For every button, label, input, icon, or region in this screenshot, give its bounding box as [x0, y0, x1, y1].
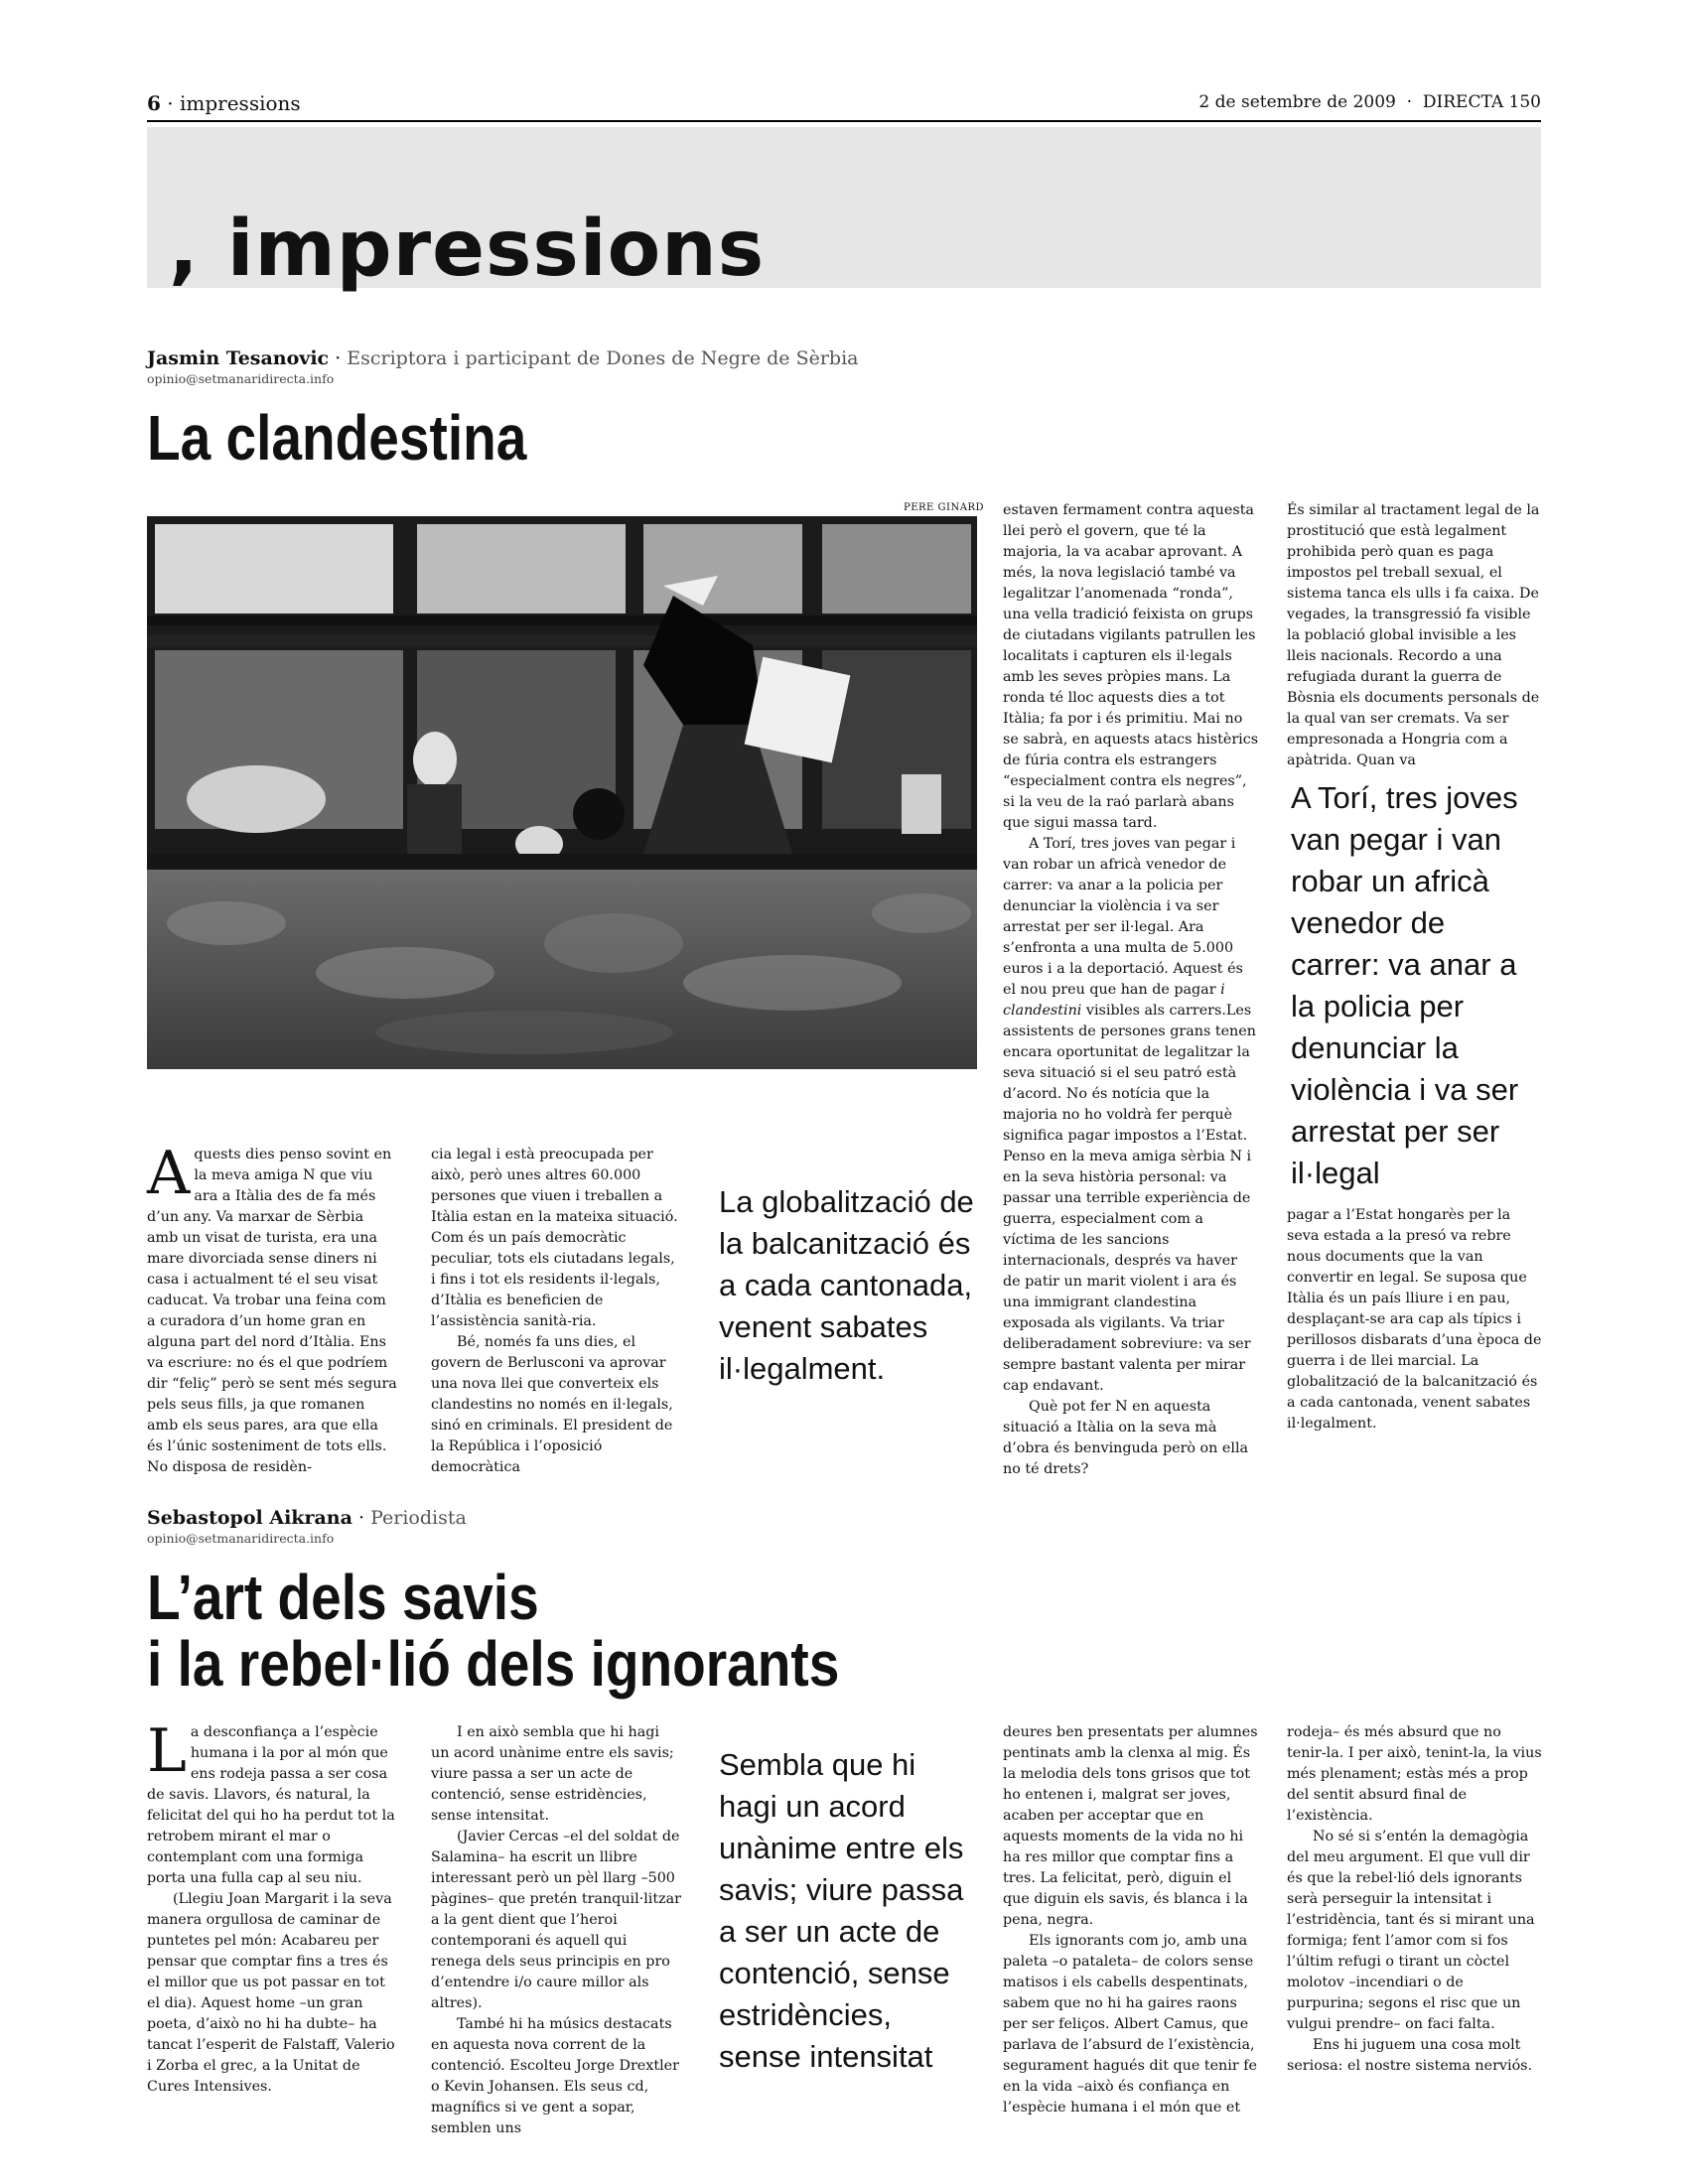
article2-col2-paragraph-1: I en això sembla que hi hagi un acord unànime entre els savis; viure passa a ser un acte de contenció, sense estridències, sense intensitat. [431, 1724, 674, 1824]
article2-byline-separator: · [357, 1507, 365, 1529]
article2-column-1 [147, 1716, 397, 2098]
header-rule [147, 120, 1541, 122]
article2-column-5 [1287, 1722, 1543, 2077]
article2-column-2 [431, 1722, 681, 2139]
article1-byline-separator: · [335, 347, 342, 369]
article2-headline-line-1: L’art dels savis [147, 1562, 539, 1633]
article1-author: Jasmin Tesanovic [147, 347, 330, 369]
article1-col5-paragraph-2: pagar a l’Estat hongarès per la seva estada a la presó va rebre nous documents que la van convertir en legal. Se suposa que Itàlia és un país lliure i en pau, desplaçant-se ara cap als típics i perillosos disbarats d’una època de guerra i de llei marcial. La globalització de la balcanització és a cada cantonada, venent sabates il·legalment. [1287, 1207, 1542, 1432]
section-banner-title: , impressions [169, 205, 766, 294]
article1-col4-paragraph-3: Què pot fer N en aquesta situació a Itàlia on la seva mà d’obra és benvinguda però on ella no té drets? [1003, 1399, 1249, 1477]
article1-dropcap: A [147, 1139, 191, 1208]
page-header-right [1198, 92, 1541, 112]
article2-author: Sebastopol Aikrana [147, 1507, 352, 1529]
article1-pull-quote-1: La globalització de la balcanització és a cada cantonada, venent sabates il·legalment. [719, 1184, 974, 1386]
article2-headline [147, 1562, 840, 1701]
header-separator: · [167, 91, 174, 115]
article1-col2-paragraph-1: cia legal i està preocupada per això, però unes altres 60.000 persones que viuen i treballen a Itàlia estan en la mateixa situació. Com és un país democràtic peculiar, tots els ciutadans legals, i fins i tot els residents il·legals, d’Itàlia es beneficien de l’assistència sanità-ria. [431, 1147, 678, 1329]
article1-col2-paragraph-2: Bé, només fa uns dies, el govern de Berlusconi va aprovar una nova llei que converteix els clandestins no només en il·legals, sinó en criminals. El president de la República i l’oposició democràtica [431, 1334, 673, 1475]
article2-dropcap: L [147, 1716, 187, 1786]
article2-col5-paragraph-2: No sé si s’entén la demagògia del meu argument. El que vull dir és que la rebel·lió dels ignorants serà perseguir la intensitat i l’estridència, tant és si mirant una formiga; fent l’amor com si fos l’últim refugi o tirant un còctel molotov –incendiari o de purpurina; segons el risc que un vulgui prendre– on faci falta. [1287, 1829, 1535, 2032]
article2-col5-paragraph-3: Ens hi juguem una cosa molt seriosa: el nostre sistema nerviós. [1287, 2037, 1533, 2074]
article2-headline-line-2: i la rebel·lió dels ignorants [147, 1628, 840, 1701]
article1-author-role: Escriptora i participant de Dones de Negre de Sèrbia [347, 347, 859, 369]
article2-col5-paragraph-1: rodeja– és més absurd que no tenir-la. I per això, tenint-la, la vius més plenament; estàs més a prop del sentit absurd final de l’existència. [1287, 1724, 1542, 1824]
article2-col2-paragraph-3: També hi ha músics destacats en aquesta nova corrent de la contenció. Escolteu Jorge Drextler o Kevin Johansen. Els seus cd, magnífics si ve gent a sopar, semblen uns [431, 2016, 679, 2136]
article2-col4-paragraph-2: Els ignorants com jo, amb una paleta –o pataleta– de colors sense matisos i els cabells despentinats, sabem que no hi ha gaires raons per ser feliços. Albert Camus, que parlava de l’absurd de l’existència, segurament hagués dit que tenir fe en la vida –això és confiança en l’espècie humana i el món que et [1003, 1933, 1257, 2116]
article1-column-5 [1287, 500, 1543, 771]
article1-column-5-continued [1287, 1205, 1543, 1434]
article1-headline: La clandestina [147, 402, 527, 474]
page-header-left [147, 91, 301, 115]
article1-column-1 [147, 1139, 397, 1478]
article2-author-role: Periodista [370, 1507, 467, 1529]
article1-col4-emphasis: i clandestini [1003, 982, 1225, 1019]
article1-col4-paragraph-2 [1003, 834, 1259, 1397]
header-dot: · [1406, 92, 1413, 112]
article1-col4-paragraph-1: estaven fermament contra aquesta llei però el govern, que té la majoria, la va acabar aprovant. A més, la nova legislació també va legalitzar l’anomenada “ronda”, una vella tradició feixista on grups de ciutadans vigilants patrullen les localitats i capturen els il·legals amb les seves pròpies mans. La ronda té lloc aquests dies a tot Itàlia; fa por i és primitiu. Mai no se sabrà, en aquests atacs histèrics de fúria contra els estrangers “especialment contra els negres”, si la veu de la raó parlarà abans que sigui massa tard. [1003, 502, 1259, 831]
article1-col4-text-b: visibles als carrers.Les assistents de persones grans tenen encara oportunitat de legalitzar la seva situació si el seu patró està d’acord. No és notícia que la majoria no ho voldrà fer perquè significa pagar impostos a l’Estat. Penso en la meva amiga sèrbia N i en la seva història personal: va passar una terrible experiència de guerra, especialment com a víctima de les sancions internacionals, després va haver de patir un marit violent i ara és una immigrant clandestina exposada als vigilants. Va triar deliberadament sobreviure: va ser sempre bastant valenta per mirar cap endavant. [1003, 1003, 1256, 1394]
article1-column-4 [1003, 500, 1259, 1480]
article-photo [147, 516, 977, 1069]
photo-credit: PERE GINARD [904, 502, 984, 513]
article1-col4-text-a: A Torí, tres joves van pegar i van robar un africà venedor de carrer: va anar a la policia per denunciar la violència i va ser arrestat per ser il·legal. Ara s’enfronta a una multa de 5.000 euros i a la deportació. Aquest és el nou preu que han de pagar [1003, 836, 1243, 998]
issue-number: DIRECTA 150 [1422, 92, 1541, 112]
article1-byline [147, 347, 858, 369]
article2-col1-paragraph-2: (Llegiu Joan Margarit i la seva manera orgullosa de caminar de puntetes pel món: Acabareu per pensar que comptar fins a tres és el millor que us pot passar en tot el dia). Aquest home –un gran poeta, d’això no hi ha dubte– ha tancat l’esperit de Falstaff, Valerio i Zorba el grec, a la Unitat de Cures Intensives. [147, 1891, 395, 2095]
article1-pull-quote-2: A Torí, tres joves van pegar i van robar un africà venedor de carrer: va anar a la policia per denunciar la violència i va ser arrestat per ser il·legal [1291, 780, 1519, 1190]
article2-col1-text: a desconfiança a l’espècie humana i la por al món que ens rodeja passa a ser cosa de savis. Llavors, és natural, la felicitat del qui ho ha perdut tot la retrobem mirant el mar o contemplant com una formiga porta una fulla cap al seu niu. [147, 1724, 395, 1886]
section-name: impressions [180, 91, 301, 115]
article2-email: opinio@setmanaridirecta.info [147, 1531, 335, 1546]
page-number: 6 [147, 91, 161, 115]
article1-column-2 [431, 1145, 681, 1478]
article2-col4-paragraph-1: deures ben presentats per alumnes pentinats amb la clenxa al mig. És la melodia dels tons grisos que tot ho entenen i, malgrat ser joves, acaben per acceptar que en aquests moments de la vida no hi ha res millor que comptar fins a tres. La felicitat, però, diguin el que diguin els savis, és blanca i la pena, negra. [1003, 1724, 1258, 1928]
article2-byline [147, 1507, 467, 1529]
article2-column-4 [1003, 1722, 1259, 2118]
article2-pull-quote: Sembla que hi hagi un acord unànime entre els savis; viure passa a ser un acte de contenció, sense estridències, sense intensitat [719, 1747, 964, 2074]
article1-col5-paragraph-1: És similar al tractament legal de la prostitució que està legalment prohibida però quan es paga impostos pel treball sexual, el sistema tanca els ulls i fa caixa. De vegades, la transgressió fa visible la població global invisible a les lleis nacionals. Recordo a una refugiada durant la guerra de Bòsnia els documents personals de la qual van ser cremats. Va ser empresonada a Hongria com a apàtrida. Quan va [1287, 502, 1540, 768]
article1-col1-text: quests dies penso sovint en la meva amiga N que viu ara a Itàlia des de fa més d’un any. Va marxar de Sèrbia amb un visat de turista, era una mare divorciada sense diners ni casa i actualment té el seu visat caducat. Va trobar una feina com a curadora d’un home gran en alguna part del nord d’Itàlia. Ens va escriure: no és el que podríem dir “feliç” però se sent més segura pels seus fills, ja que romanen amb els seus pares, ara que ella és l’únic sosteniment de tots ells. No disposa de residèn- [147, 1147, 397, 1475]
issue-date: 2 de setembre de 2009 [1198, 92, 1396, 112]
article2-col2-paragraph-2: (Javier Cercas –el del soldat de Salamina– ha escrit un llibre interessant però un pèl llarg –500 pàgines– que pretén tranquil·litzar a la gent dient que l’heroi contemporani és aquell qui renega dels seus principis en pro d’entendre i/o caure millor als altres). [431, 1829, 682, 2011]
article1-email: opinio@setmanaridirecta.info [147, 371, 335, 386]
